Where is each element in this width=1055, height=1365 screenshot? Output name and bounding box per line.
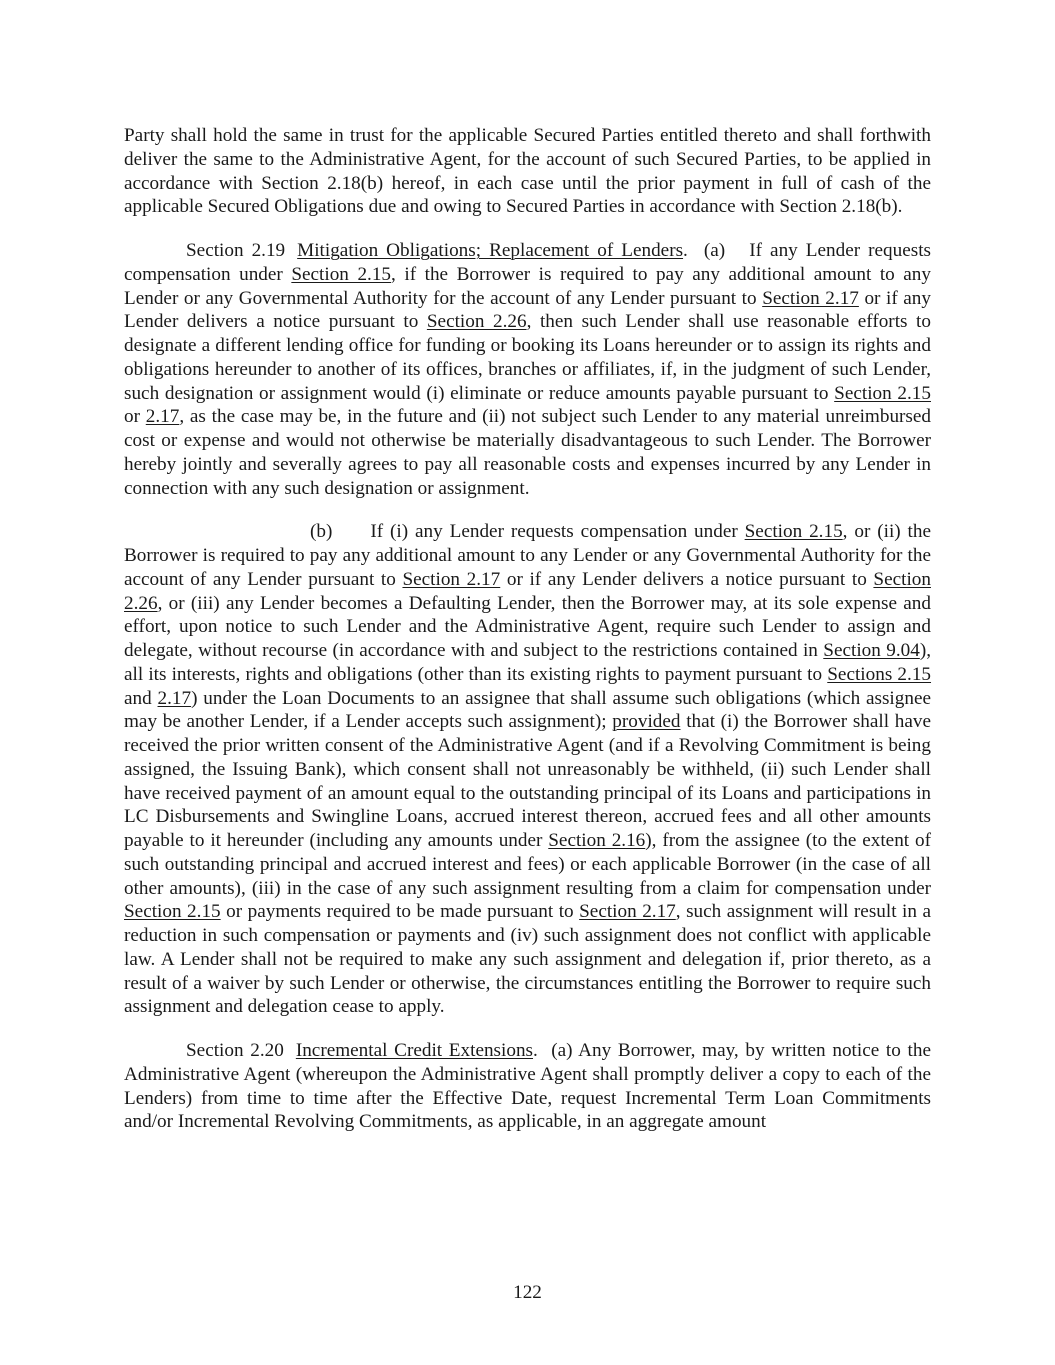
- section-reference: 2.17: [157, 687, 192, 709]
- section-title: Incremental Credit Extensions: [295, 1040, 534, 1061]
- section-reference: Section 2.15: [744, 521, 843, 543]
- section-reference: Section 2.15: [124, 901, 221, 923]
- body-text: (a) Any Borrower, may, by written notice to the Administrative Agent (whereupon the Administrative Agent shall promptly deliver a copy to each of the Lenders) from time to time after the Effective Date, request Incremental Term Loan Commitments and/or Incremental Revolving Commitments, as applicable, in an aggregate amount: [124, 1040, 931, 1133]
- paragraph-section-2-19-a: Section 2.19 Mitigation Obligations; Replacement of Lenders. (a) If any Lender requests compensation under Section 2.15, if the Borrower is required to pay any additional amount to any Lender or any Governmental Authority for the account of any Lender pursuant to Section 2.17 or if any Lender delivers a notice pursuant to Section 2.26, then such Lender shall use reasonable efforts to designate a different lending office for funding or booking its Loans hereunder or to assign its rights and obligations hereunder to another of its offices, branches or affiliates, if, in the judgment of such Lender, such designation or assignment would (i) eliminate or reduce amounts payable pursuant to Section 2.15 or 2.17, as the case may be, in the future and (ii) not subject such Lender to any material unreimbursed cost or expense and would not otherwise be materially disadvantageous to such Lender. The Borrower hereby jointly and severally agrees to pay all reasonable costs and expenses incurred by any Lender in connection with any such designation or assignment.: [124, 240, 932, 499]
- body-text: ), all its interests, rights and obligations (other than its existing rights to payment pursuant to: [124, 640, 931, 685]
- section-number: Section 2.20: [186, 1040, 284, 1061]
- paragraph-section-2-20: Section 2.20 Incremental Credit Extensions. (a) Any Borrower, may, by written notice to the Administrative Agent (whereupon the Administrative Agent shall promptly deliver a copy to each of the Lenders) from time to time after the Effective Date, request Incremental Term Loan Commitments and/or Incremental Revolving Commitments, as applicable, in an aggregate amount: [124, 1040, 931, 1133]
- clause-marker: (a): [703, 240, 726, 261]
- section-reference: Sections 2.15: [827, 663, 932, 685]
- section-reference: Section 9.04: [823, 640, 920, 661]
- body-text: , as the case may be, in the future and (ii) not subject such Lender to any material unreimbursed cost or expense and would not otherwise be materially disadvantageous to such Lender. The Borrower hereby jointly and severally agrees to pay all reasonable costs and expenses incurred by any Lender in connection with any such designation or assignment.: [124, 406, 932, 499]
- body-text: or if any Lender delivers a notice pursuant to: [124, 287, 931, 333]
- section-number: Section 2.19: [186, 240, 286, 261]
- body-text: ), from the assignee (to the extent of such outstanding principal and accrued interest and fees) or each applicable Borrower (in the case of all other amounts), (iii) in the case of any such assignment resulting from a claim for compensation under: [124, 830, 931, 899]
- section-title: Mitigation Obligations; Replacement of Lenders: [297, 240, 684, 261]
- body-text: If any Lender requests compensation under: [124, 240, 931, 285]
- body-text: or: [124, 406, 146, 428]
- proviso-term: provided: [612, 711, 681, 733]
- page-number: 122: [513, 1282, 542, 1303]
- paragraph-carryover: [124, 124, 931, 219]
- clause-marker: (b): [310, 521, 333, 543]
- body-text: , if the Borrower is required to pay any additional amount to any Lender or any Governmental Authority for the account of any Lender pursuant to: [124, 263, 931, 309]
- carryover-text: Party shall hold the same in trust for the applicable Secured Parties entitled thereto and shall forthwith deliver the same to the Administrative Agent, for the account of such Secured Parties, to be applied in accordance with Section 2.18(b) hereof, in each case until the prior payment in full of cash of the applicable Secured Obligations due and owing to Secured Parties in accordance with Section 2.18(b).: [124, 125, 931, 218]
- section-reference: Section 2.17: [762, 287, 859, 309]
- section-reference: Section 2.15: [834, 382, 931, 404]
- body-text: , such assignment will result in a reduction in such compensation or payments and (iv) such assignment does not conflict with applicable law. A Lender shall not be required to make any such assignment and delegation if, prior thereto, as a result of a waiver by such Lender or otherwise, the circumstances entitling the Borrower to require such assignment and delegation cease to apply.: [124, 901, 931, 1018]
- body-text: or payments required to be made pursuant to: [220, 901, 580, 923]
- body-text: or if any Lender delivers a notice pursuant to: [500, 568, 874, 590]
- section-reference: Section 2.15: [291, 263, 392, 285]
- body-text: and: [124, 687, 158, 709]
- body-text: , or (iii) any Lender becomes a Defaulting Lender, then the Borrower may, at its sole expense and effort, upon notice to such Lender and the Administrative Agent, require such Lender to assign and delegate, without recourse (in accordance with and subject to the restrictions contained in: [124, 592, 931, 661]
- section-reference: Section 2.26: [426, 311, 527, 333]
- section-reference: 2.17: [145, 406, 180, 428]
- body-text: that (i) the Borrower shall have received the prior written consent of the Administrative Agent (and if a Revolving Commitment is being assigned, the Issuing Bank), which consent shall not unreasonably be withheld, (ii) such Lender shall have received payment of an amount equal to the outstanding principal of its Loans and participations in LC Disbursements and Swingline Loans, accrued interest thereon, accrued fees and all other amounts payable to it hereunder (including any amounts under: [124, 711, 931, 851]
- body-text: , then such Lender shall use reasonable efforts to designate a different lending office for funding or booking its Loans hereunder or to assign its rights and obligations hereunder to another of its offices, branches or affiliates, if, in the judgment of such Lender, such designation or assignment would (i) eliminate or reduce amounts payable pursuant to: [124, 311, 931, 404]
- section-reference: Section 2.17: [579, 901, 676, 923]
- paragraph-section-2-19-b: [124, 520, 931, 1019]
- body-text: , or (ii) the Borrower is required to pay any additional amount to any Lender or any Governmental Authority for the account of any Lender pursuant to: [124, 521, 931, 590]
- section-reference: Section 2.17: [402, 568, 501, 590]
- section-reference: Section 2.26: [124, 568, 931, 614]
- document-page: [124, 124, 931, 1154]
- body-text: ) under the Loan Documents to an assignee that shall assume such obligations (which assignee may be another Lender, if a Lender accepts such assignment);: [124, 687, 931, 733]
- body-text: If (i) any Lender requests compensation under: [370, 521, 745, 543]
- section-reference: Section 2.16: [548, 830, 646, 851]
